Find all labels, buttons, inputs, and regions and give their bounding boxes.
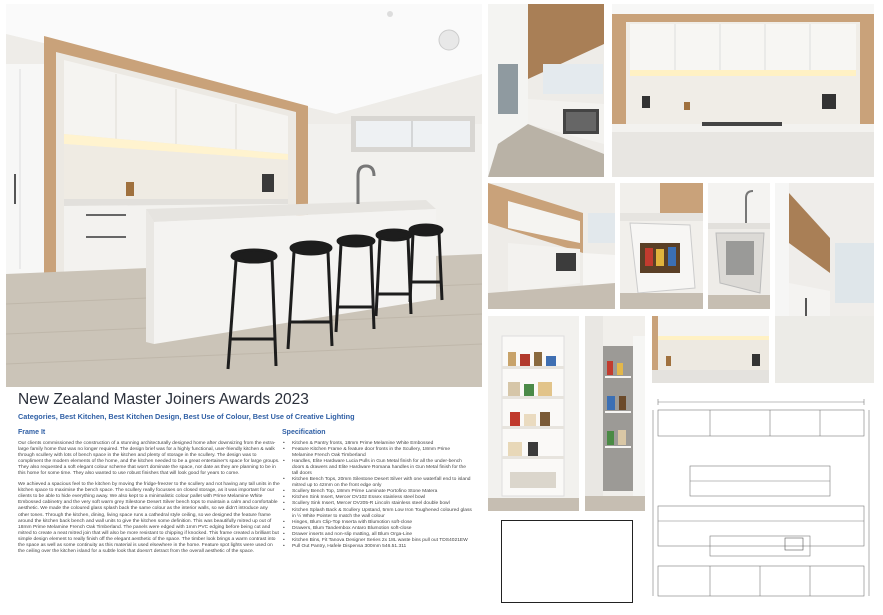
frame-body xyxy=(18,441,280,560)
spec-item: • Hinges, Blum Clip-Top Inserta with Blumotion soft-close xyxy=(282,520,472,526)
back-bench-frame-photo xyxy=(612,4,874,177)
spec-item: • Drawer inserts and non-slip matting, all Blum Orga-Line xyxy=(282,532,472,538)
frame-paragraph: We achieved a spacious feel to the kitchen by moving the fridge-freezer to the scullery and not having any tall units in the kitchen space to maximise the bench space. The scullery really focusses on closed storage, as it was important for our clients to be able to hide everything away. We also kept to a minimalistic colour pallet with Prime Melamine White Embossed cabinetry and the very soft warm grey Silestone Desert Silver bench tops to maintain a calm and comfortable aesthetic. We made the coloured glass splash back the same colour as the interior walls, so we didn't introduce any other tones. Through the kitchen, dining, living space runs a cathedral style ceiling, so we designed the feature frame around the kitchen back bench and wall units to give the kitchen some definition. This was beautifully mitred up out of 18mm Prime Melamine French Oak Timberland. The panels were edged with 1mm PVC edging before being cut and mitred to create a neat mitred join that will also be more resistant to chipping if knocked. This frame created a brilliant but simple design element to really finish off the elegant aesthetic of the space. The timber look brings a warm contrast into the space as well as some continuity as this material is used elsewhere in the home. Feature spot lights were used on the ceiling over the kitchen island for a subtle look that doesn't detract from the overall aesthetic of the space. xyxy=(18,482,280,554)
award-categories: Categories, Best Kitchen, Best Kitchen Design, Best Use of Colour, Best Use of Creative Lighting xyxy=(18,412,355,421)
spec-item: • Scullery Bench Top, 18mm Prime Laminate Portofino Stone Matera xyxy=(282,489,472,495)
spec-item: • Feature Kitchen Frame & feature door fronts in the Scullery, 18mm Prime Melamine French Oak Timberland xyxy=(282,447,472,459)
blank-frame xyxy=(501,520,633,603)
bin-drawer-photo xyxy=(620,183,703,309)
spec-item: • Drawers, Blum Tandembox Antaro Blumotion soft-close xyxy=(282,526,472,532)
floor-plan-drawing xyxy=(650,396,872,603)
kitchen-angle-photo xyxy=(488,183,615,309)
frame-heading: Frame It xyxy=(18,429,46,436)
pantry-open-photo xyxy=(488,316,579,511)
spec-item: • Kitchen Sink Insert, Mercer DV102 Essex stainless steel bowl xyxy=(282,495,472,501)
specification-list xyxy=(282,441,472,550)
spec-item: • Handles, Elite Hardware Lucia Pulls in Gun Metal finish for all the under-bench doors & drawers and Elite Hardware Romana handles in Gun Metal finish for the tall doors xyxy=(282,459,472,477)
specification-heading: Specification xyxy=(282,429,326,436)
spec-item: • Kitchen & Pantry fronts, 18mm Prime Melamine White Embossed xyxy=(282,441,472,447)
splashback-detail-photo xyxy=(652,316,769,383)
spec-item: • Kitchen Bins, Fit Tanova Designer Series 2x 18L waste bins pull out TDS4021EW xyxy=(282,538,472,544)
scullery-corridor-photo xyxy=(488,4,604,177)
pull-out-pantry-photo xyxy=(585,316,645,511)
main-kitchen-island-photo xyxy=(6,4,482,387)
page-title: New Zealand Master Joiners Awards 2023 xyxy=(18,391,309,408)
spec-item: • Kitchen Splash Back & Scullery Upstand, 5mm Low Iron Toughened coloured glass in ½ White Pointer to match the wall colour xyxy=(282,508,472,520)
frame-paragraph: Our clients commissioned the construction of a stunning architecturally designed home after downsizing from the extra-large family home that was no longer required. The design brief was for a highly functional, user-friendly kitchen & walk through scullery with lots of bench space in the kitchen and plenty of storage in the scullery. The design was to compliment the modern elements of the home, and the kitchen needed to be a great entertainer's space for large groups. They also requested a soft elegant colour scheme that won't dominate the space, nor date as they are planning to be in this home for some time. They also wanted to use robust finishes that will look good for years to come. xyxy=(18,441,280,477)
spec-item: • Pull Out Pantry, Hafele Dispensa 300mm 546.51.311 xyxy=(282,544,472,550)
scullery-bench-photo xyxy=(775,316,874,383)
pull-out-drawer-photo xyxy=(708,183,770,309)
spec-item: • Kitchen Bench Tops, 20mm Silestone Desert Silver with one waterfall end to island mitred up to 42mm on the front edge only xyxy=(282,477,472,489)
spec-item: • Scullery Sink Insert, Mercer DV205-R Lincoln stainless steel double bowl xyxy=(282,501,472,507)
